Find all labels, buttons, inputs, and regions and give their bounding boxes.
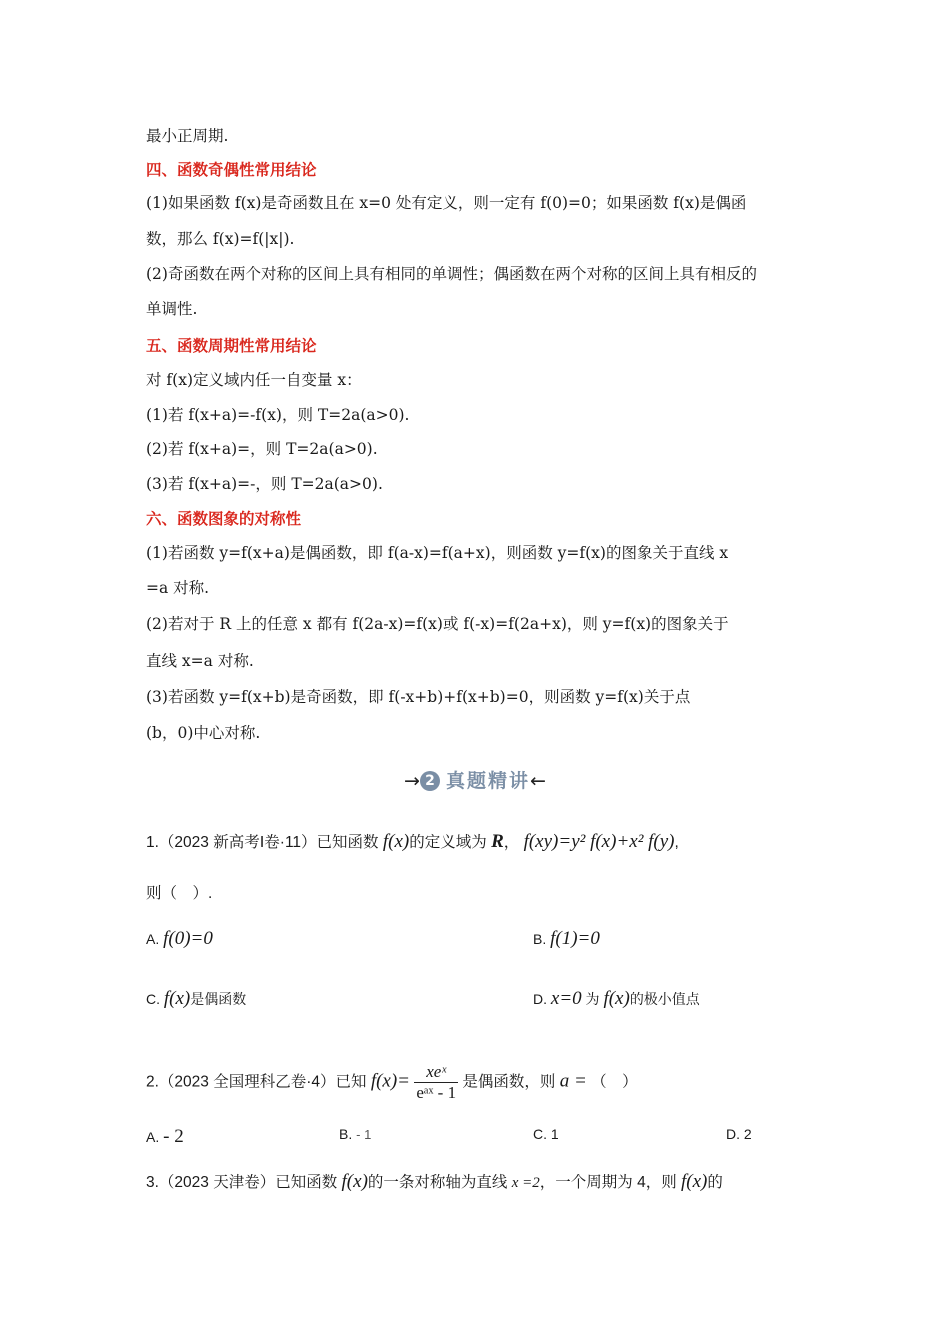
banner-title: 真题精讲 xyxy=(446,770,531,792)
text-line: (b，0)中心对称. xyxy=(146,724,261,742)
fraction: $\frac{\text{xeˣ}}{\text{eᵃˣ - 1}}$ xyxy=(416,1062,457,1102)
option-1c[interactable]: C. f(x)是偶函数 xyxy=(146,988,247,1009)
domain-R: R xyxy=(491,831,504,852)
math-fx: f(x) xyxy=(382,831,410,852)
section-heading-6: 六、函数图象的对称性 xyxy=(146,510,302,528)
text-line: 直线 x=a 对称. xyxy=(146,652,254,670)
banner-number: 2 xyxy=(420,771,440,791)
question-1-stem: 1.（2023 新高考Ⅰ卷·11）已知函数 f(x)的定义域为 R， f(xy)=y² f(x)+x² f(y), xyxy=(146,831,679,852)
option-2c[interactable]: C. 1 xyxy=(533,1126,559,1142)
text-line: (1)若函数 y=f(x+a)是偶函数，即 f(a-x)=f(a+x)，则函数 y=f(x)的图象关于直线 x xyxy=(146,544,729,562)
text-line: (2)若对于 R 上的任意 x 都有 f(2a-x)=f(x)或 f(-x)=f(2a+x)，则 y=f(x)的图象关于 xyxy=(146,615,729,633)
question-1-ask: 则（ ）. xyxy=(146,885,213,902)
option-1d[interactable]: D. x=0 为 f(x)的极小值点 xyxy=(533,988,700,1009)
text-line: (1)如果函数 f(x)是奇函数且在 x=0 处有定义，则一定有 f(0)=0；如果函数 f(x)是偶函 xyxy=(146,194,747,212)
math-fx: f(x) xyxy=(341,1171,368,1192)
math-fx: f(x)= xyxy=(370,1070,410,1092)
option-1a[interactable]: A. f(0)=0 xyxy=(146,928,213,949)
option-2d[interactable]: D. 2 xyxy=(726,1126,752,1142)
text-line: (2)若 f(x+a)=，则 T=2a(a>0). xyxy=(146,440,378,458)
option-2a[interactable]: A. - 2 xyxy=(146,1126,184,1147)
section-heading-4: 四、函数奇偶性常用结论 xyxy=(146,161,317,179)
text-line: 最小正周期. xyxy=(146,127,229,145)
option-2b[interactable]: B. - 1 xyxy=(339,1126,372,1142)
functional-equation: f(xy)=y² f(x)+x² f(y) xyxy=(523,831,675,852)
text-line: (2)奇函数在两个对称的区间上具有相同的单调性；偶函数在两个对称的区间上具有相反的 xyxy=(146,265,757,283)
text-line: (1)若 f(x+a)=-f(x)，则 T=2a(a>0). xyxy=(146,406,410,424)
question-3-stem: 3.（2023 天津卷）已知函数 f(x)的一条对称轴为直线 x =2，一个周期为 4，则 f(x)的 xyxy=(146,1171,723,1192)
text-line: 对 f(x)定义域内任一自变量 x： xyxy=(146,371,362,389)
text-line: (3)若 f(x+a)=-，则 T=2a(a>0). xyxy=(146,475,383,493)
question-2-stem: 2.（2023 全国理科乙卷·4）已知 f(x)= $\frac{\text{xeˣ}}{\text{eᵃˣ - 1}}$ 是偶函数，则 a = （ ） xyxy=(146,1062,638,1102)
text-line: (3)若函数 y=f(x+b)是奇函数，即 f(-x+b)+f(x+b)=0，则函数 y=f(x)关于点 xyxy=(146,688,691,706)
right-arrow-icon: ← xyxy=(530,770,546,792)
option-1b[interactable]: B. f(1)=0 xyxy=(533,928,600,949)
text-line: 单调性. xyxy=(146,300,198,318)
text-line: 数，那么 f(x)=f(|x|). xyxy=(146,230,295,248)
section-banner xyxy=(0,766,950,793)
text-line: =a 对称. xyxy=(146,579,210,597)
section-heading-5: 五、函数周期性常用结论 xyxy=(146,337,317,355)
left-arrow-icon: → xyxy=(404,770,420,792)
